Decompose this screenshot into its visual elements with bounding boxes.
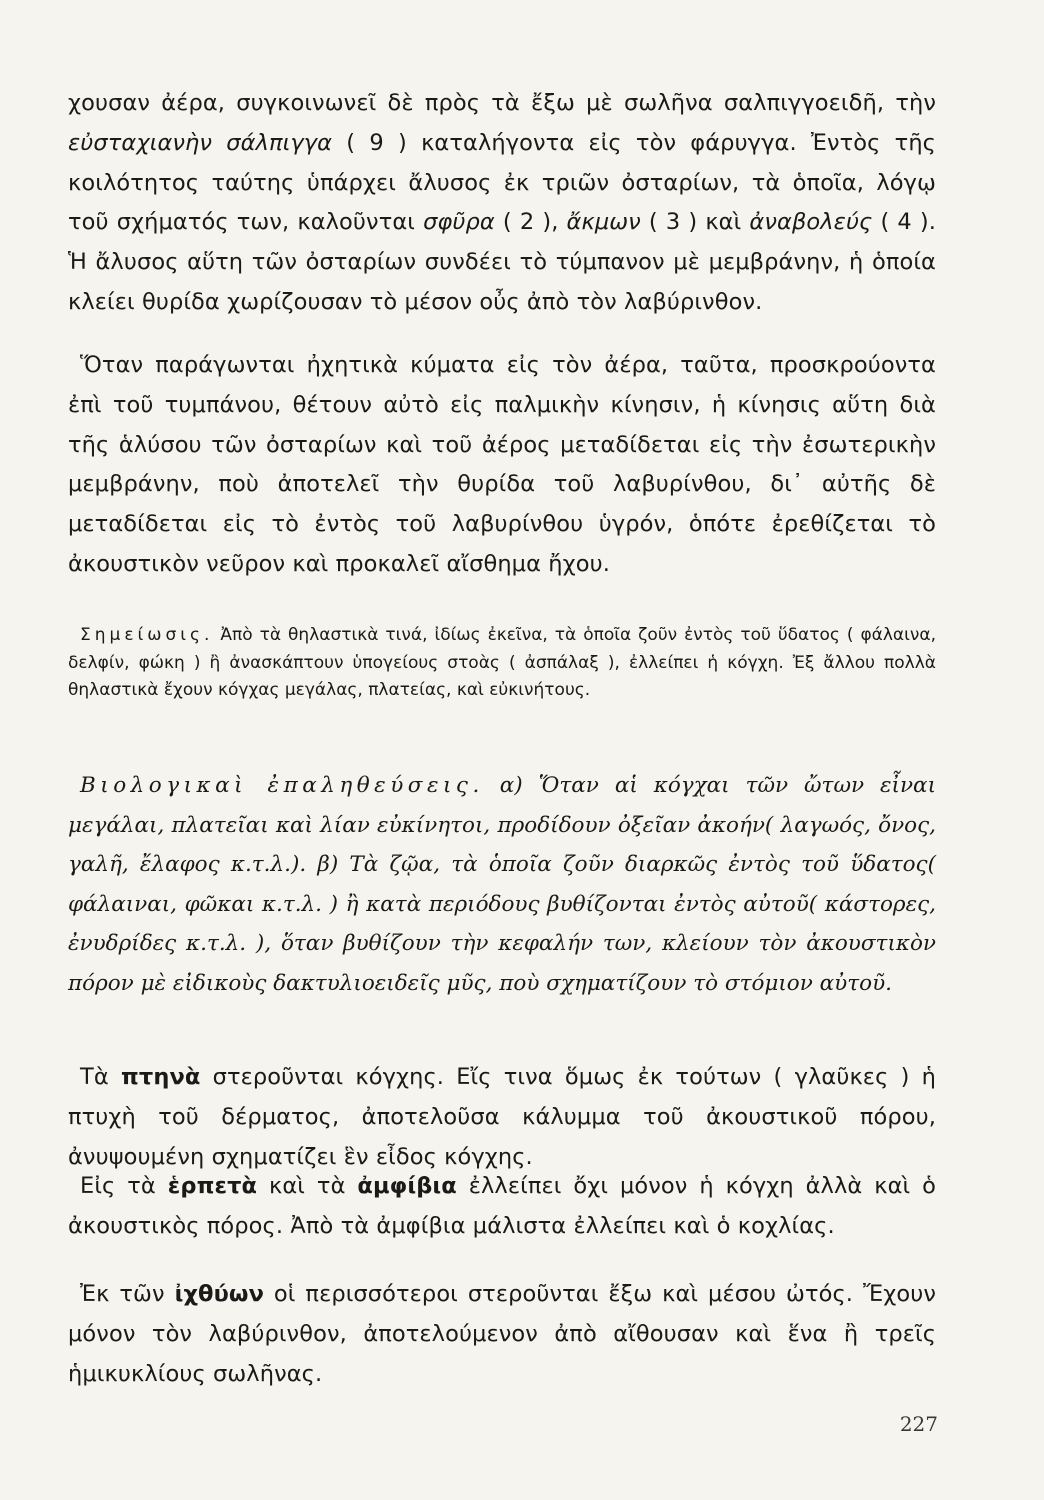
text-run: Ἐκ τῶν	[80, 1281, 175, 1307]
note-text: Ἀπὸ τὰ θηλαστικὰ τινά, ἰδίως ἐκεῖνα, τὰ ὁποῖα ζοῦν ἐντὸς τοῦ ὕδατος ( φάλαινα, δελφίν, φώκη ) ἢ ἀνασκάπτουν ὑπογείους στοὰς ( ἀσπάλαξ ), ἐλλείπει ἡ κόγχη. Ἐξ ἄλλου πολλὰ θηλαστικὰ ἔχουν κόγχας μεγάλας, πλατείας, καὶ εὐκινήτους.	[68, 625, 936, 700]
bio-text: α) Ὅταν αἱ κόγχαι τῶν ὤτων εἶναι μεγάλαι, πλατεῖαι καὶ λίαν εὐκίνητοι, προδίδουν ὀξεῖαν ἀκοήν( λαγωός, ὄνος, γαλῆ, ἔλαφος κ.τ.λ.). β) Τὰ ζῷα, τὰ ὁποῖα ζοῦν διαρκῶς ἐντὸς τοῦ ὕδατος( φάλαιναι, φῶκαι κ.τ.λ. ) ἢ κατὰ περιόδους βυθίζονται ἐντὸς αὐτοῦ( κάστορες, ἐνυδρίδες κ.τ.λ. ), ὅταν βυθίζουν τὴν κεφαλήν των, κλείουν τὸν ἀκουστικὸν πόρον μὲ εἰδικοὺς δακτυλιοειδεῖς μῦς, ποὺ σχηματίζουν τὸ στόμιον αὐτοῦ.	[68, 773, 937, 996]
note-label: Σημείωσις.	[80, 625, 214, 645]
term-fish: ἰχθύων	[174, 1281, 264, 1307]
text-run: ( 2 ),	[494, 209, 567, 236]
biological-verifications	[68, 766, 936, 1004]
text-run: ( 4 ). Ἡ ἄλυσος αὕτη τῶν ὀσταρίων συνδέει τὸ τύμπανον μὲ μεμβράνην, ἡ ὁποία κλείει θυρίδα χωρίζουσαν τὸ μέσον οὖς ἀπὸ τὸν λαβύρινθον.	[68, 209, 937, 315]
text-run: χουσαν ἀέρα, συγκοινωνεῖ δὲ πρὸς τὰ ἔξω μὲ σωλῆνα σαλπιγγοειδῆ, τὴν	[68, 90, 936, 116]
term-eustachian-tube: εὐσταχιανὴν σάλπιγγα	[68, 129, 333, 156]
page-number: 227	[899, 1412, 938, 1436]
term-anvil: ἄκμων	[566, 209, 641, 236]
paragraph-reptiles	[68, 1167, 936, 1247]
term-amphibians: ἀμφίβια	[357, 1173, 457, 1199]
paragraph-birds	[68, 1058, 936, 1177]
text-run: Εἰς τὰ	[80, 1173, 168, 1199]
paragraph-fish	[68, 1275, 936, 1394]
term-hammer: σφῦρα	[423, 209, 495, 236]
paragraph-sound-waves: Ὅταν παράγωνται ἠχητικὰ κύματα εἰς τὸν ἀέρα, ταῦτα, προσκρούοντα ἐπὶ τοῦ τυμπάνου, θέτουν αὐτὸ εἰς παλμικὴν κίνησιν, ἡ κίνησις αὕτη διὰ τῆς ἁλύσου τῶν ὀσταρίων καὶ τοῦ ἀέρος μεταδίδεται εἰς τὴν ἐσωτερικὴν μεμβράνην, ποὺ ἀποτελεῖ τὴν θυρίδα τοῦ λαβυρίνθου, δι᾽ αὐτῆς δὲ μεταδίδεται εἰς τὸ ἐντὸς τοῦ λαβυρίνθου ὑγρόν, ὁπότε ἐρεθίζεται τὸ ἀκουστικὸν νεῦρον καὶ προκαλεῖ αἴσθημα ἤχου.	[68, 352, 936, 577]
term-reptiles: ἑρπετὰ	[167, 1173, 258, 1199]
text-run: ( 3 ) καὶ	[640, 209, 750, 236]
text-run: ( 9 ) καταλήγοντα εἰς τὸν φάρυγγα. Ἐντὸς τῆς κοιλότητος ταύτης ὑπάρχει ἄλυσος ἐκ τριῶν ὀσταρίων, τὰ ὁποῖα, λόγῳ τοῦ σχήματός των, καλοῦνται	[68, 129, 936, 236]
bio-label: Βιολογικαὶ ἐπαληθεύσεις.	[80, 773, 484, 798]
text-run: καὶ τὰ	[257, 1173, 358, 1199]
note-paragraph	[68, 622, 936, 705]
term-birds: πτηνὰ	[120, 1064, 201, 1090]
text-run: οἱ περισσότεροι στεροῦνται ἔξω καὶ μέσου ὠτός. Ἔχουν μόνον τὸν λαβύρινθον, ἀποτελούμενον ἀπὸ αἴθουσαν καὶ ἕνα ἢ τρεῖς ἡμικυκλίους σωλῆνας.	[68, 1281, 937, 1387]
text-run: Τὰ	[80, 1064, 121, 1090]
text-run: ἐλλείπει ὄχι μόνον ἡ κόγχη ἀλλὰ καὶ ὁ ἀκουστικὸς πόρος. Ἀπὸ τὰ ἀμφίβια μάλιστα ἐλλείπει καὶ ὁ κοχλίας.	[68, 1173, 936, 1239]
text-run: στεροῦνται κόγχης. Εἴς τινα ὅμως ἐκ τούτων ( γλαῦκες ) ἡ πτυχὴ τοῦ δέρματος, ἀποτελοῦσα κάλυμμα τοῦ ἀκουστικοῦ πόρου, ἀνυψουμένη σχηματίζει ἓν εἶδος κόγχης.	[68, 1064, 936, 1170]
term-stirrup: ἀναβολεύς	[749, 209, 873, 236]
paragraph-middle-ear	[68, 84, 936, 323]
